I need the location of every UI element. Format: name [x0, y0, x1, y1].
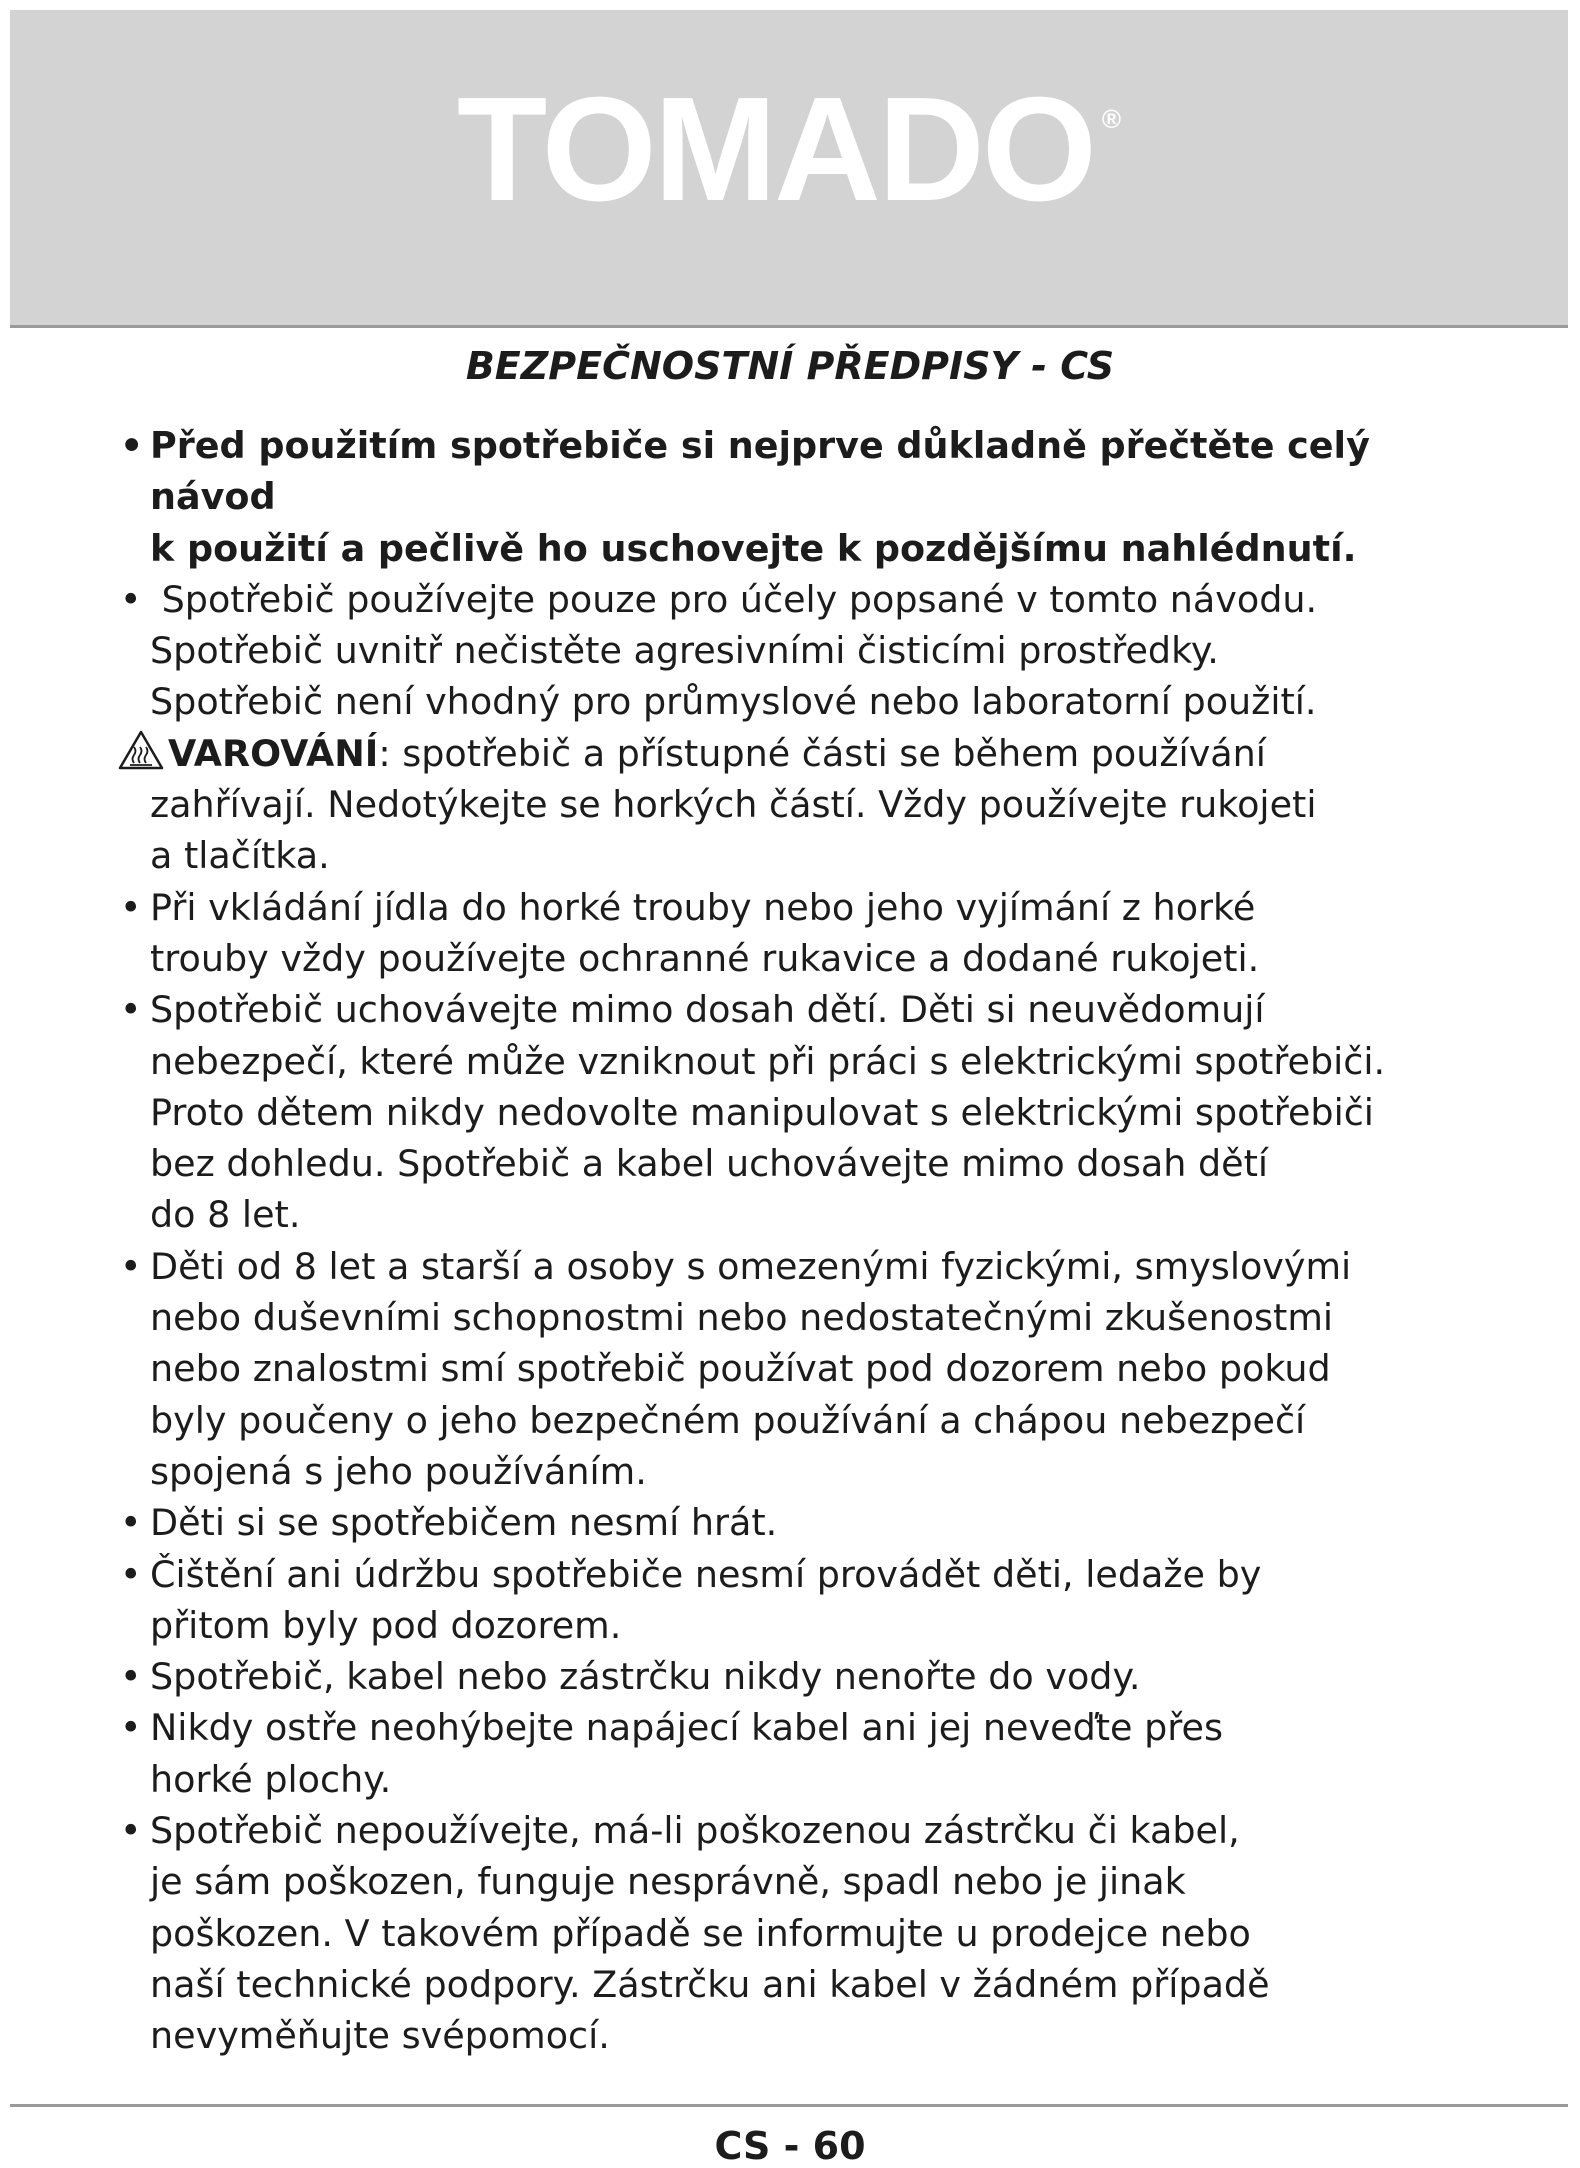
- warning-label: VAROVÁNÍ: [168, 731, 379, 775]
- brand-name: TOMADO: [456, 67, 1094, 232]
- bullet: •: [120, 577, 142, 621]
- list-item: • Děti od 8 let a starší a osoby s omezenými fyzickými, smyslovými nebo duševními schopnostmi nebo nedostatečnými zkušenostmi nebo znalostmi smí spotřebič používat pod dozorem nebo pokud byly poučeny o jeho bezpečném používání a chápou nebezpečí spojená s jeho používáním.: [118, 1241, 1488, 1497]
- bullet: •: [120, 1552, 142, 1596]
- bullet: •: [120, 1501, 142, 1545]
- list-item: • Spotřebič používejte pouze pro účely popsané v tomto návodu. Spotřebič uvnitř nečistěte agresivními čisticími prostředky. Spotřebič není vhodný pro průmyslové nebo laboratorní použití.: [118, 574, 1488, 728]
- bullet: •: [120, 1809, 142, 1853]
- list-item: • Před použitím spotřebiče si nejprve důkladně přečtěte celý návod k použití a pečlivě ho uschovejte k pozdějšímu nahlédnutí.: [118, 420, 1488, 574]
- brand-logo: [10, 67, 1568, 232]
- list-item: • Při vkládání jídla do horké trouby nebo jeho vyjímání z horké trouby vždy používejte ochranné rukavice a dodané rukojeti.: [118, 882, 1488, 985]
- registered-mark: ®: [1101, 104, 1122, 134]
- header-divider: [10, 325, 1568, 328]
- list-item: • Nikdy ostře neohýbejte napájecí kabel ani jej neveďte přes horké plochy.: [118, 1702, 1488, 1805]
- bullet: •: [120, 1655, 142, 1699]
- list-item: • Děti si se spotřebičem nesmí hrát.: [118, 1497, 1488, 1548]
- page-title: BEZPEČNOSTNÍ PŘEDPISY - CS: [465, 344, 1115, 388]
- list-item: • Spotřebič uchovávejte mimo dosah dětí. Děti si neuvědomují nebezpečí, které může vzniknout při práci s elektrickými spotřebiči. Proto dětem nikdy nedovolte manipulovat s elektrickými spotřebiči bez dohledu. Spotřebič a kabel uchovávejte mimo dosah dětí do 8 let.: [118, 984, 1488, 1240]
- bullet: •: [120, 424, 144, 467]
- list-item: • Čištění ani údržbu spotřebiče nesmí provádět děti, ledaže by přitom byly pod dozorem.: [118, 1549, 1488, 1652]
- bullet: •: [120, 1244, 142, 1288]
- bullet: •: [120, 1706, 142, 1750]
- warning-item: VAROVÁNÍ: spotřebič a přístupné části se během používání zahřívají. Nedotýkejte se horkých částí. Vždy používejte rukojeti a tlačítka.: [118, 728, 1488, 882]
- bullet: •: [120, 988, 142, 1032]
- bullet: •: [120, 885, 142, 929]
- page-number: CS - 60: [714, 2124, 866, 2168]
- hot-surface-warning-icon: [118, 730, 164, 770]
- list-item: • Spotřebič, kabel nebo zástrčku nikdy nenořte do vody.: [118, 1651, 1488, 1702]
- safety-instructions-list: [118, 420, 1488, 2062]
- header-band: [10, 10, 1568, 326]
- footer-divider: [10, 2104, 1568, 2107]
- list-item: • Spotřebič nepoužívejte, má-li poškozenou zástrčku či kabel, je sám poškozen, funguje nesprávně, spadl nebo je jinak poškozen. V takovém případě se informujte u prodejce nebo naší technické podpory. Zástrčku ani kabel v žádném případě nevyměňujte svépomocí.: [118, 1805, 1488, 2061]
